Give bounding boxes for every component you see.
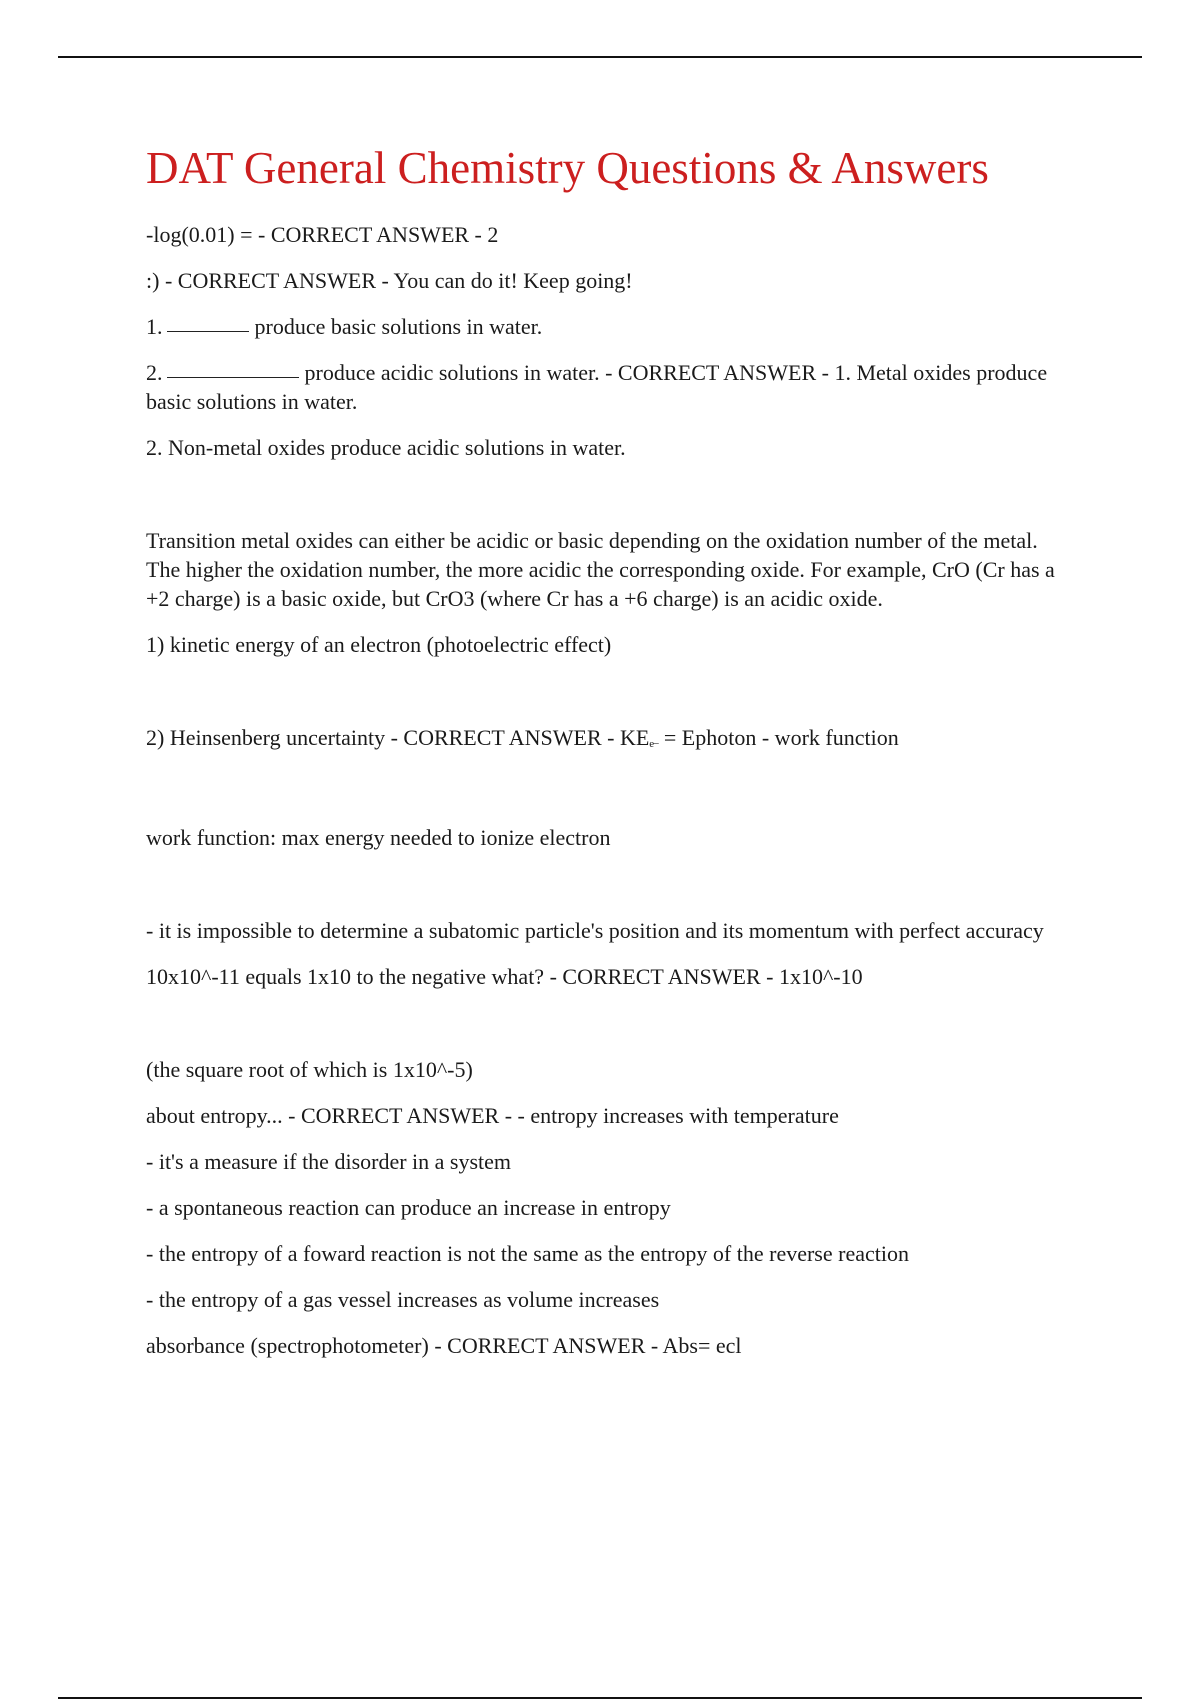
entry-number: 2. xyxy=(146,359,163,385)
qa-entry: Transition metal oxides can either be acidic or basic depending on the oxidation number of the metal. The higher the oxidation number, the more acidic the corresponding oxide. For example, CrO (Cr has a +2 charge) is a basic oxide, but CrO3 (where Cr has a +6 charge) is an acidic oxide. xyxy=(146,527,1055,611)
spacer xyxy=(146,776,1076,823)
page-title: DAT General Chemistry Questions & Answers xyxy=(146,143,989,193)
spacer xyxy=(146,1008,1076,1055)
qa-entry xyxy=(146,723,1076,759)
qa-entry: - the entropy of a gas vessel increases as volume increases xyxy=(146,1286,660,1312)
qa-entry: - the entropy of a foward reaction is not the same as the entropy of the reverse reaction xyxy=(146,1240,909,1266)
subscript-electron: e− xyxy=(649,737,659,750)
qa-entry xyxy=(146,358,1076,416)
qa-entry: (the square root of which is 1x10^-5) xyxy=(146,1056,473,1082)
qa-entry: - a spontaneous reaction can produce an increase in entropy xyxy=(146,1194,671,1220)
entry-number: 1. xyxy=(146,313,163,339)
qa-entry: -log(0.01) = - CORRECT ANSWER - 2 xyxy=(146,221,499,247)
entry-text: produce acidic solutions in water. - CORRECT ANSWER - 1. Metal oxides produce basic solutions in water. xyxy=(146,359,1048,414)
spacer xyxy=(146,479,1076,526)
qa-entry: about entropy... - CORRECT ANSWER - - entropy increases with temperature xyxy=(146,1102,839,1128)
entry-text: 2) Heinsenberg uncertainty - CORRECT ANSWER - KE xyxy=(146,724,650,750)
qa-entry: 1) kinetic energy of an electron (photoelectric effect) xyxy=(146,631,612,657)
fill-blank xyxy=(167,377,299,378)
qa-entry: absorbance (spectrophotometer) - CORRECT ANSWER - Abs= ecl xyxy=(146,1332,742,1358)
top-rule xyxy=(58,56,1142,58)
document-body xyxy=(146,144,1076,1377)
qa-entry: work function: max energy needed to ionize electron xyxy=(146,824,611,850)
entry-text: = Ephoton - work function xyxy=(658,724,899,750)
qa-entry: :) - CORRECT ANSWER - You can do it! Keep going! xyxy=(146,267,633,293)
fill-blank xyxy=(167,331,249,332)
qa-entry: - it is impossible to determine a subatomic particle's position and its momentum with perfect accuracy xyxy=(146,917,1044,943)
qa-entry: 10x10^-11 equals 1x10 to the negative what? - CORRECT ANSWER - 1x10^-10 xyxy=(146,963,863,989)
entry-text: produce basic solutions in water. xyxy=(254,313,543,339)
spacer xyxy=(146,869,1076,916)
spacer xyxy=(146,676,1076,723)
qa-entry: - it's a measure if the disorder in a system xyxy=(146,1148,512,1174)
qa-entry: 2. Non-metal oxides produce acidic solutions in water. xyxy=(146,434,626,460)
bottom-rule xyxy=(58,1697,1142,1699)
qa-entry xyxy=(146,312,1076,341)
